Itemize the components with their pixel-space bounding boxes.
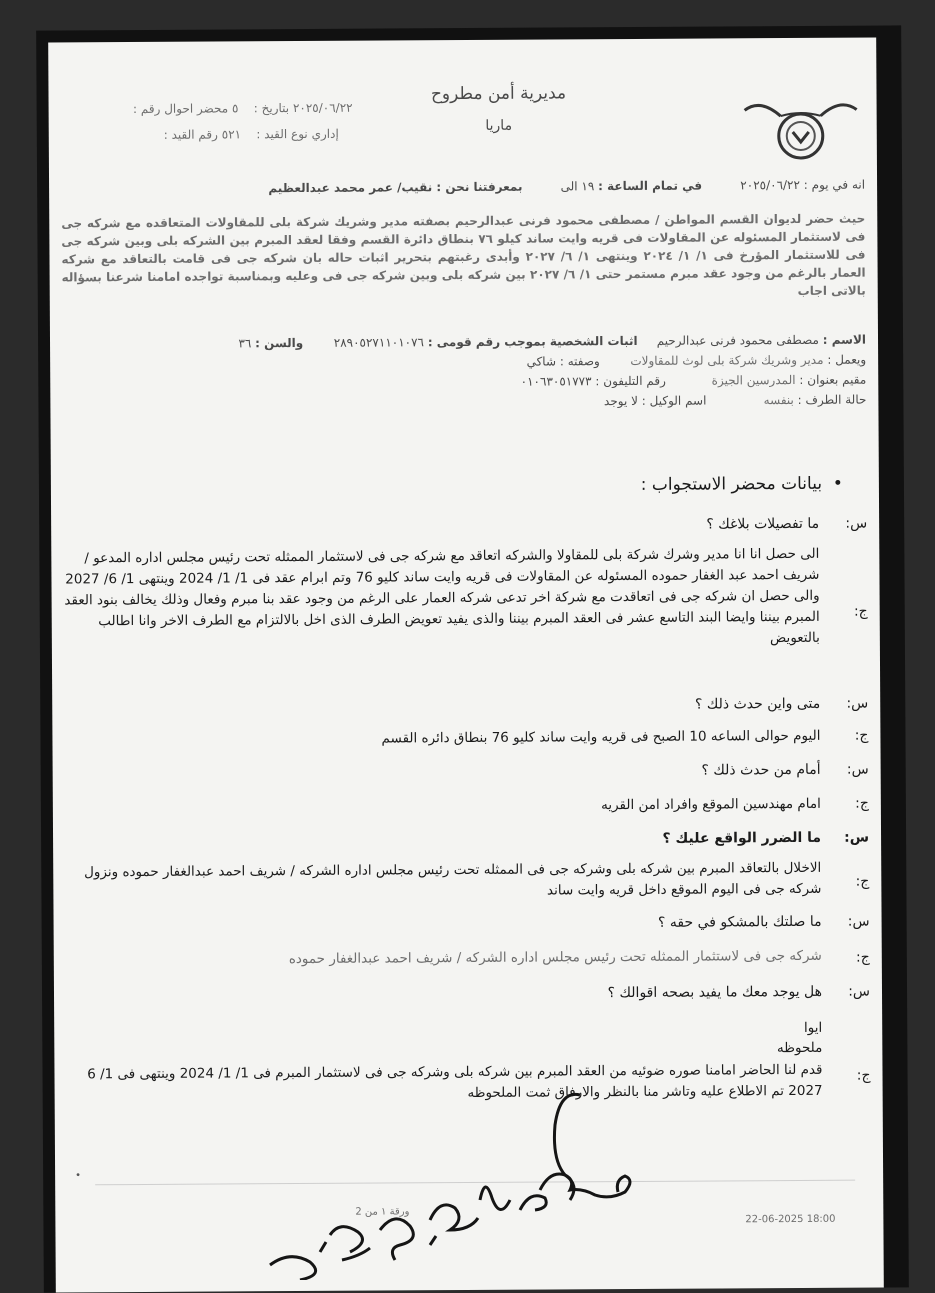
question-text: هل يوجد معك ما يفيد بصحه اقوالك ؟	[607, 983, 823, 1002]
stamp-date: 22-06-2025 18:00	[745, 1213, 836, 1226]
id-value: ٢٨٩٠٥٢٧١١٠١٠٧٦	[333, 335, 425, 350]
question-label: س:	[846, 761, 869, 778]
party-label: حالة الطرف :	[797, 392, 867, 407]
answer-label: ج:	[854, 727, 869, 744]
answer-text: شركه جى فى لاستثمار الممثله تحت رئيس مجلس اداره الشركه / شريف احمد عبدالغفار حموده	[288, 947, 822, 968]
question-text: ما تفصيلات بلاغك ؟	[706, 515, 820, 533]
date-value: ٢٠٢٥/٠٦/٢٢	[292, 100, 353, 116]
answer-label: ج:	[853, 603, 868, 620]
id-label: اثبات الشخصية بموجب رقم قومى :	[427, 333, 638, 350]
phone-label: رقم التليفون :	[595, 373, 666, 389]
capacity-label: وصفته :	[559, 354, 600, 369]
party-row	[62, 390, 866, 415]
question-label: س:	[848, 983, 871, 1000]
reg-type-value: إداري	[311, 126, 339, 141]
opening-line	[65, 178, 865, 197]
reg-number-value: ٥٢١	[221, 127, 242, 142]
agent-value: لا يوجد	[603, 393, 638, 409]
reg-type-label: نوع القيد :	[256, 126, 308, 142]
report-number: ٥	[231, 101, 239, 116]
report-info	[73, 101, 353, 117]
answer-label: ج:	[855, 873, 870, 890]
answer-text: قدم لنا الحاضر امامنا صوره ضوئيه من العقد المبرم بين شركه بلى وشركه جى فى لاستثمار المبرم فى 1/ 1/ 2024 وينتهى فى 1/ 6 2027 تم الاطلاع عليه وتاشر منا بالنظر والارفاق ثمت الملحوظه	[87, 1061, 823, 1101]
name-value: مصطفى محمود فرنى عبدالرحيم	[656, 332, 819, 348]
question-text: متى واين حدث ذلك ؟	[694, 695, 821, 713]
day-value: ٢٠٢٥/٠٦/٢٢	[740, 177, 800, 193]
date-label: بتاريخ :	[253, 101, 290, 116]
age-value: ٣٦	[238, 336, 252, 351]
address-label: مقيم بعنوان :	[799, 372, 867, 387]
opening-paragraph: حيث حضر لديوان القسم المواطن / مصطفى محمود فرنى عبدالرحيم بصفته مدير وشريك شركة بلى للمقاولات المتعاقده مع شركه جى فى لاستثمار المسئوله عن المقاولات فى قريه وايت ساند كيلو ٧٦ بنطاق دائرة القسم وفقا لعقد المبرم بين الشركه بلى وبين شركه جى فى للاستثمار المؤرخ فى ١/ ١/ ٢٠٢٤ وينتهى ١/ ٦/ ٢٠٢٧ وأبدى رغبتهم بتحرير اثبات حاله بان شركه جى فى قامت بالتعاقد مع شركه العمار بالرغم من وجود عقد مبرم مستمر حتى ١/ ٦/ ٢٠٢٧ بين شركه بلى وبين شركه جى فى وعليه وبمناسبة تواجده امامنا شرعنا بسؤاله بالاتى اجاب	[61, 211, 866, 298]
day-label: انه في يوم :	[803, 177, 866, 192]
answer-text: اليوم حوالى الساعه 10 الصبح فى قريه وايت ساند كليو 76 بنطاق دائره القسم	[381, 727, 821, 747]
answer-label: ج:	[855, 795, 869, 812]
question-label: س:	[845, 515, 868, 532]
time-value: ١٩ الى	[560, 179, 595, 194]
answer-top: ايوا	[803, 1019, 823, 1036]
name-label: الاسم :	[822, 332, 867, 347]
time-label: في تمام الساعة :	[598, 178, 703, 194]
question-label: س:	[844, 829, 870, 846]
agent-label: اسم الوكيل :	[641, 393, 707, 408]
question-label: س:	[847, 913, 870, 930]
answer-text: الى حصل انا انا مدير وشرك شركة بلى للمقاولا والشركه اتعاقد مع شركه جى فى لاستثمار الممثله تحت رئيس مجلس اداره المدعو / شريف احمد عبد الغفار حموده المسئوله عن المقاولات فى قريه وايت ساند كليو 76 وتم ابرام عقد فى 1/ 1/ 2024 وينتهى 1/ 6/ 2027 والى حصل ان شركه جى فى اتعاقدت مع شركة اخر تدعى شركه العمار على الرغم من وجود عقد بنا مبرم وفعال وذلك يخالف بنود العقد المبرم بيننا وايضا البند التاسع عشر فى العقد المبرم بيننا والذى يفيد تعويض الطرف الذى اخل بالالتزام مع الطرف الاخر وانا اطالب بالتعويض	[64, 545, 820, 647]
answer-label: ج:	[855, 949, 870, 966]
question-label: س:	[846, 695, 869, 712]
bullet-icon: •	[821, 473, 843, 494]
answer-text: الاخلال بالتعاقد المبرم بين شركه بلى وشركه جى فى الممثله تحت رئيس مجلس اداره الشركه / شريف احمد عبدالغفار حموده ونزول شركه جى فى اليوم الموقع داخل قريه وايت ساند	[84, 859, 822, 899]
answer-note-label: ملحوظه	[776, 1039, 823, 1057]
dot-mark: •	[75, 1170, 82, 1182]
ministry-logo-icon	[740, 80, 861, 171]
officer-name: بمعرفتنا نحن : نقيب/ عمر محمد عبدالعظيم	[268, 179, 523, 196]
directorate-title: مديرية أمن مطروح	[430, 83, 567, 105]
answer-text: امام مهندسين الموقع وافراد امن القريه	[601, 795, 821, 814]
handwritten-signature	[230, 1080, 650, 1280]
party-value: بنفسه	[763, 392, 794, 408]
reg-number-label: رقم القيد :	[163, 127, 218, 142]
capacity-value: شاكي	[526, 354, 557, 369]
question-text: ما الضرر الواقع عليك ؟	[662, 829, 822, 847]
page-number: ورقة ١ من 2	[355, 1206, 410, 1218]
address-value: المدرسين الجيزة	[711, 372, 796, 388]
job-value: مدير وشريك شركة بلى لوث للمقاولات	[630, 352, 824, 368]
report-label: محضر احوال رقم :	[132, 101, 229, 117]
answer-label: ج:	[856, 1067, 871, 1084]
registration-info	[99, 127, 339, 142]
phone-value: ٠١٠٦٣٠٥١٧٧٣	[520, 374, 592, 389]
person-details	[62, 330, 866, 415]
age-label: والسن :	[255, 335, 304, 351]
job-label: ويعمل :	[827, 352, 867, 367]
station-name: ماريا	[485, 117, 513, 134]
section-title: • بيانات محضر الاستجواب :	[640, 473, 843, 495]
question-text: ما صلتك بالمشكو في حقه ؟	[657, 913, 822, 931]
question-text: أمام من حدث ذلك ؟	[701, 761, 821, 779]
